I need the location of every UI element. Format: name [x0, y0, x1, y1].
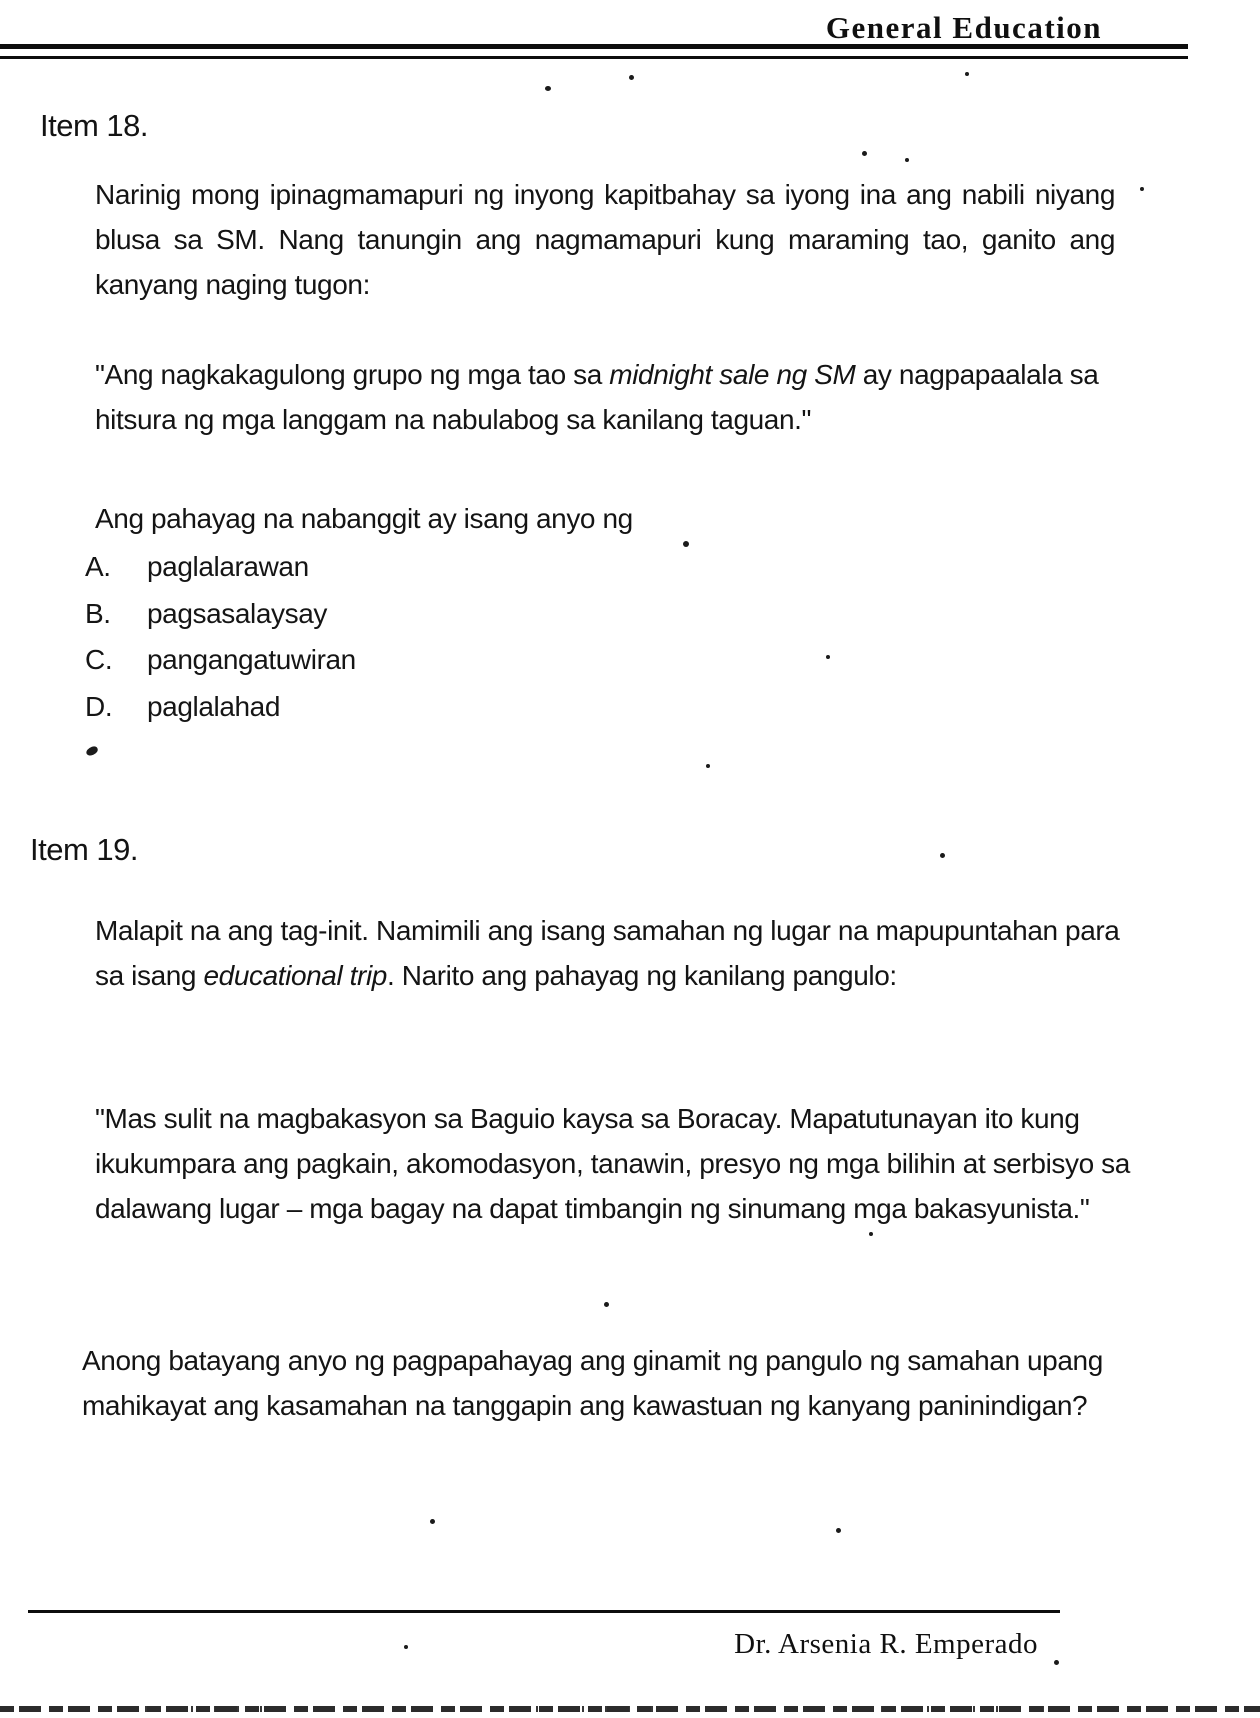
option-a [85, 544, 356, 591]
option-b-text: pagsasalaysay [147, 597, 328, 629]
option-b-letter: B. [85, 597, 111, 629]
page-header-title: General Education [825, 10, 1102, 45]
scan-speckle [940, 853, 945, 858]
option-d [85, 684, 356, 731]
option-c [85, 637, 356, 684]
scan-speckle [604, 1302, 609, 1307]
scan-speckle [869, 1232, 873, 1236]
page-bottom-scan-edge [0, 1706, 1260, 1712]
scan-speckle [545, 86, 551, 91]
item-19-intro-post: . Narito ang pahayag ng kanilang pangulo: [386, 960, 897, 991]
item-19-intro-paragraph [95, 908, 1155, 998]
item-18-quote-pre: "Ang nagkakagulong grupo ng mga tao sa [95, 359, 610, 390]
option-b [85, 591, 356, 638]
scan-speckle [706, 764, 710, 768]
scan-speckle [826, 655, 830, 659]
item-18-label: Item 18. [40, 108, 148, 143]
item-19-question: Anong batayang anyo ng pagpapahayag ang ginamit ng pangulo ng samahan upang mahikayat ang kasamahan na tanggapin ang kawastuan ng kanyang paninindigan? [82, 1345, 1103, 1421]
option-d-letter: D. [85, 690, 113, 722]
option-d-text: paglalahad [147, 690, 281, 722]
item-19-quote-paragraph: "Mas sulit na magbakasyon sa Baguio kaysa sa Boracay. Mapatutunayan ito kung ikukumpara ang pagkain, akomodasyon, tanawin, presyo ng mga bilihin at serbisyo sa dalawang lugar – mga bagay na dapat timbangin ng sinumang mga bakasyunista." [95, 1103, 1130, 1224]
scan-speckle [965, 72, 969, 76]
scan-speckle [430, 1519, 435, 1524]
item-19-intro-pre: Malapit na ang tag-init. Namimili ang isang samahan ng lugar na mapupuntahan para sa isang [95, 915, 1120, 991]
footer-author: Dr. Arsenia R. Emperado [734, 1628, 1038, 1660]
item-18-options [85, 544, 356, 730]
item-19-label: Item 19. [30, 832, 138, 867]
footer-rule [28, 1610, 1060, 1613]
item-18-intro-text: Narinig mong ipinagmamapuri ng inyong kapitbahay sa iyong ina ang nabili niyang blusa sa SM. Nang tanungin ang nagmamapuri kung maraming tao, ganito ang kanyang naging tugon: [95, 179, 1115, 300]
option-a-letter: A. [85, 551, 111, 582]
scan-speckle [629, 75, 634, 80]
scan-speckle [905, 158, 909, 162]
scan-speckle [1140, 187, 1144, 191]
option-c-letter: C. [85, 644, 113, 675]
option-a-text: paglalarawan [147, 551, 309, 582]
option-c-text: pangangatuwiran [147, 644, 356, 675]
item-19-intro-italic: educational trip [203, 960, 387, 991]
item-18-quote-paragraph [95, 352, 1125, 442]
scan-speckle [683, 541, 689, 547]
item-18-quote-post: ay nagpapaalala sa hitsura ng mga langgam na nabulabog sa kanilang taguan." [95, 359, 1099, 435]
scan-speckle [404, 1645, 408, 1649]
scan-speckle [1054, 1660, 1059, 1665]
scan-speckle [85, 745, 99, 757]
item-18-question: Ang pahayag na nabanggit ay isang anyo ng [95, 503, 633, 534]
scan-speckle [862, 151, 867, 156]
scan-speckle [836, 1528, 841, 1533]
header-double-rule [0, 44, 1188, 59]
item-18-quote-italic: midnight sale ng SM [609, 359, 856, 390]
item-18-intro-paragraph [95, 172, 1115, 307]
